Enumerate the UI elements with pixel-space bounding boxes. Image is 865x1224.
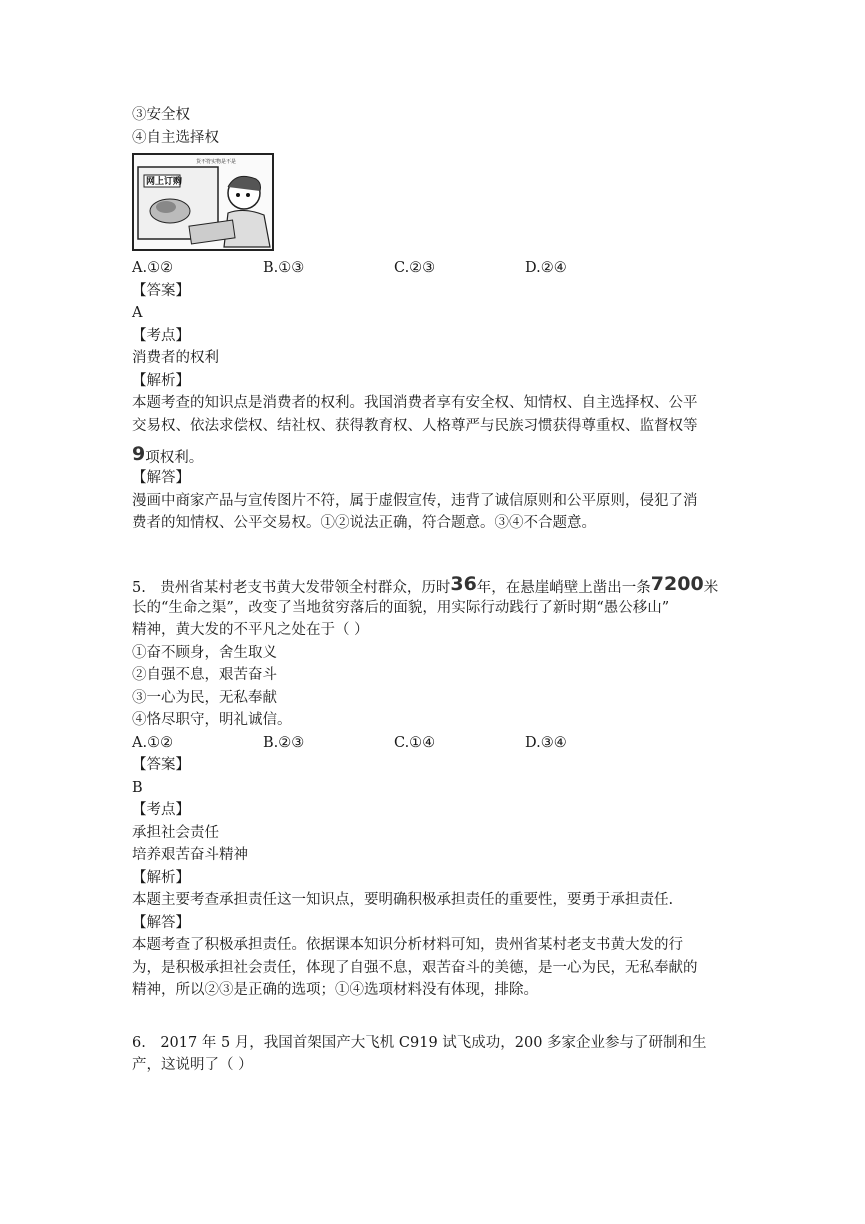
q5-kaodian-heading: 【考点】 [132, 802, 190, 818]
q5-jieda-line-2: 为，是积极承担社会责任，体现了自强不息，艰苦奋斗的美德，是一心为民，无私奉献的 [132, 959, 698, 976]
q6-stem-line-2: 产，这说明了（ ） [132, 1057, 253, 1073]
jieda-line-1: 漫画中商家产品与宣传图片不符，属于虚假宣传，违背了诚信原则和公平原则，侵犯了消 [132, 492, 698, 509]
kaodian-heading: 【考点】 [132, 327, 190, 344]
answer-options [132, 257, 732, 280]
option-4: ④自主选择权 [132, 129, 219, 146]
answer-value: A [132, 305, 143, 321]
option-a: A.①② [132, 260, 174, 276]
jiexi-line-2: 交易权、依法求偿权、结社权、获得教育权、人格尊严与民族习惯获得尊重权、监督权等 [132, 417, 698, 434]
q5-jieda-line-3: 精神，所以②③是正确的选项；①④选项材料没有体现，排除。 [132, 982, 538, 998]
rights-count: 9 [132, 443, 146, 465]
kaodian-text: 消费者的权利 [132, 350, 219, 366]
q5-option-2: ②自强不息，艰苦奋斗 [132, 667, 277, 683]
document-page [132, 104, 732, 1077]
option-c: C.②③ [394, 260, 436, 276]
q5-years: 36 [450, 572, 477, 595]
q5-length: 7200 [650, 572, 704, 595]
q5-stem-line-2: 长的“生命之渠”，改变了当地贫穷落后的面貌，用实际行动践行了新时期“愚公移山” [132, 599, 670, 616]
q5-answer-options [132, 732, 732, 755]
option-3: ③安全权 [132, 107, 190, 123]
q6-stem-line-1: 6. 2017 年 5 月，我国首架国产大飞机 C919 试飞成功，200 多家企业参与了研制和生 [132, 1034, 707, 1051]
answer-heading: 【答案】 [132, 282, 190, 299]
jiexi-line-1: 本题考查的知识点是消费者的权利。我国消费者享有安全权、知情权、自主选择权、公平 [132, 395, 698, 411]
q5-option-c: C.①④ [394, 734, 436, 751]
q5-option-d: D.③④ [525, 734, 567, 751]
jiexi-line-3-text: 项权利。 [145, 450, 204, 466]
option-b: B.①③ [263, 260, 305, 276]
q5-option-4: ④恪尽职守，明礼诚信。 [132, 712, 292, 728]
q5-jiexi-text: 本题主要考查承担责任这一知识点，要明确积极承担责任的重要性，要勇于承担责任. [132, 892, 674, 908]
q5-stem-a: 5. 贵州省某村老支书黄大发带领全村群众，历时 [132, 579, 451, 596]
comic-illustration [132, 153, 274, 251]
q5-jieda-line-1: 本题考查了积极承担责任。依据课本知识分析材料可知，贵州省某村老支书黄大发的行 [132, 937, 683, 953]
q5-jieda-heading: 【解答】 [132, 914, 190, 931]
q5-kaodian-2: 培养艰苦奋斗精神 [132, 847, 248, 863]
q5-option-3: ③一心为民，无私奉献 [132, 689, 277, 706]
q5-answer-heading: 【答案】 [132, 757, 190, 773]
jieda-line-2: 费者的知情权、公平交易权。①②说法正确，符合题意。③④不合题意。 [132, 515, 596, 531]
svg-text:网上订购: 网上订购 [146, 177, 183, 187]
jieda-heading: 【解答】 [132, 470, 190, 486]
q5-answer-value: B [132, 779, 143, 796]
q5-kaodian-1: 承担社会责任 [132, 824, 219, 841]
q5-stem-line-3: 精神，黄大发的不平凡之处在于（ ） [132, 622, 369, 638]
option-d: D.②④ [525, 260, 567, 276]
q5-option-b: B.②③ [263, 734, 305, 751]
q5-stem-line-1 [132, 569, 732, 597]
q5-stem-b: 年，在悬崖峭壁上凿出一条 [476, 579, 651, 596]
jiexi-heading: 【解析】 [132, 372, 190, 389]
q5-option-1: ①奋不顾身，舍生取义 [132, 644, 277, 661]
q5-option-a: A.①② [132, 734, 174, 751]
q5-jiexi-heading: 【解析】 [132, 869, 190, 886]
q5-stem-c: 米 [703, 579, 719, 596]
svg-text:货不符实物是不是: 货不符实物是不是 [196, 159, 237, 165]
jiexi-line-3 [132, 437, 732, 467]
